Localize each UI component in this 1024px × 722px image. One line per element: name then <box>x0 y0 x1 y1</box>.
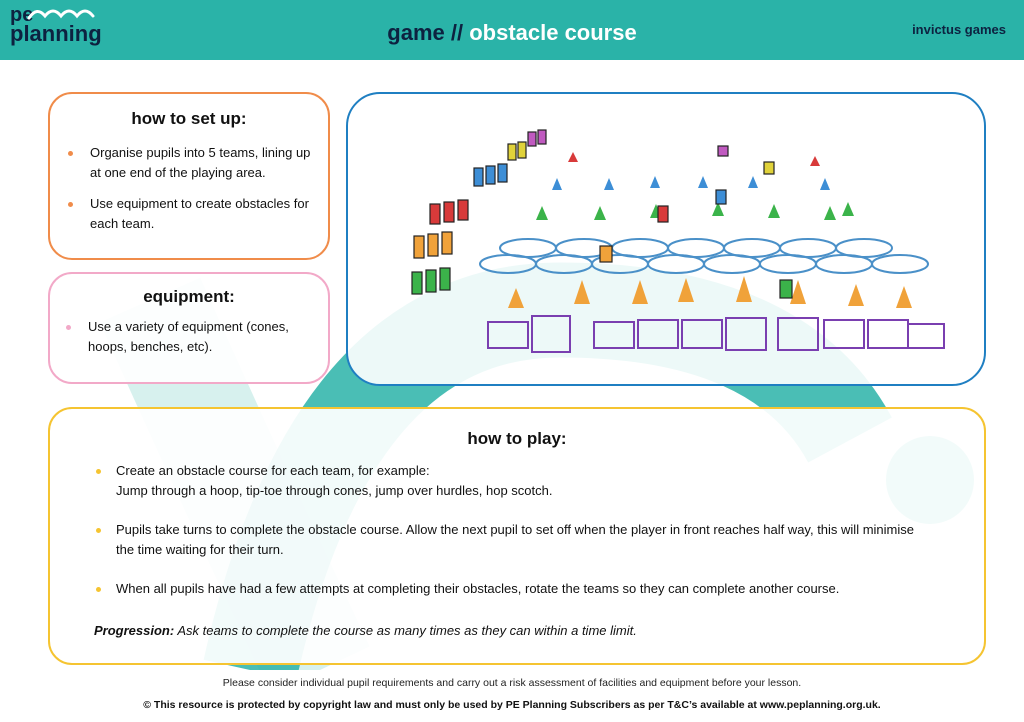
progression-note: Progression: Ask teams to complete the course as many times as they can within a time limit. <box>94 623 637 638</box>
list-item: Pupils take turns to complete the obstacle course. Allow the next pupil to set off when the player in front reaches half way, this will minimise the time waiting for their turn. <box>116 520 964 560</box>
bullet-icon <box>68 151 73 156</box>
logo-bottom-text: planning <box>10 21 102 46</box>
bullet-icon <box>96 469 101 474</box>
setup-heading: how to set up: <box>131 109 247 128</box>
obstacle-course-illustration-card <box>346 92 986 386</box>
list-item: Organise pupils into 5 teams, lining up at one end of the playing area. <box>90 143 312 183</box>
running-pupils <box>600 146 792 298</box>
equipment-heading: equipment: <box>143 287 235 306</box>
setup-list <box>50 143 328 234</box>
header-bar <box>0 0 1024 60</box>
how-to-set-up-card <box>48 92 330 260</box>
how-to-play-card <box>48 407 986 665</box>
bullet-icon <box>68 202 73 207</box>
hopscotch-squares <box>488 316 944 352</box>
obstacle-course-illustration <box>348 94 988 388</box>
hoops <box>480 239 928 273</box>
copyright-notice: © This resource is protected by copyright law and must only be used by PE Planning Subscribers as per T&C’s available at www.peplanning.org.uk. <box>143 699 881 711</box>
list-item: Use equipment to create obstacles for each team. <box>90 194 312 234</box>
page-title: game // obstacle course <box>387 20 637 45</box>
bullet-icon <box>66 325 71 330</box>
theme-tag: invictus games <box>912 22 1006 37</box>
play-heading: how to play: <box>467 429 567 448</box>
logo-top-text: pe <box>10 4 34 26</box>
orange-cones <box>508 276 912 308</box>
green-cones <box>536 202 854 220</box>
equipment-card <box>48 272 330 384</box>
list-item: Use a variety of equipment (cones, hoops, benches, etc). <box>88 317 312 357</box>
logo-wave-icon <box>27 2 107 22</box>
list-item: When all pupils have had a few attempts at completing their obstacles, rotate the teams so they can complete another course. <box>116 579 964 599</box>
blue-cones <box>552 176 830 190</box>
bullet-icon <box>96 587 101 592</box>
waiting-pupils <box>412 130 546 294</box>
equipment-list <box>50 317 328 357</box>
list-item: Create an obstacle course for each team, for example: Jump through a hoop, tip-toe through cones, jump over hurdles, hop scotch. <box>116 461 964 501</box>
bullet-icon <box>96 528 101 533</box>
red-cones <box>568 152 820 166</box>
play-list <box>50 461 984 599</box>
risk-assessment-note: Please consider individual pupil requirements and carry out a risk assessment of facilities and equipment before your lesson. <box>222 677 802 689</box>
